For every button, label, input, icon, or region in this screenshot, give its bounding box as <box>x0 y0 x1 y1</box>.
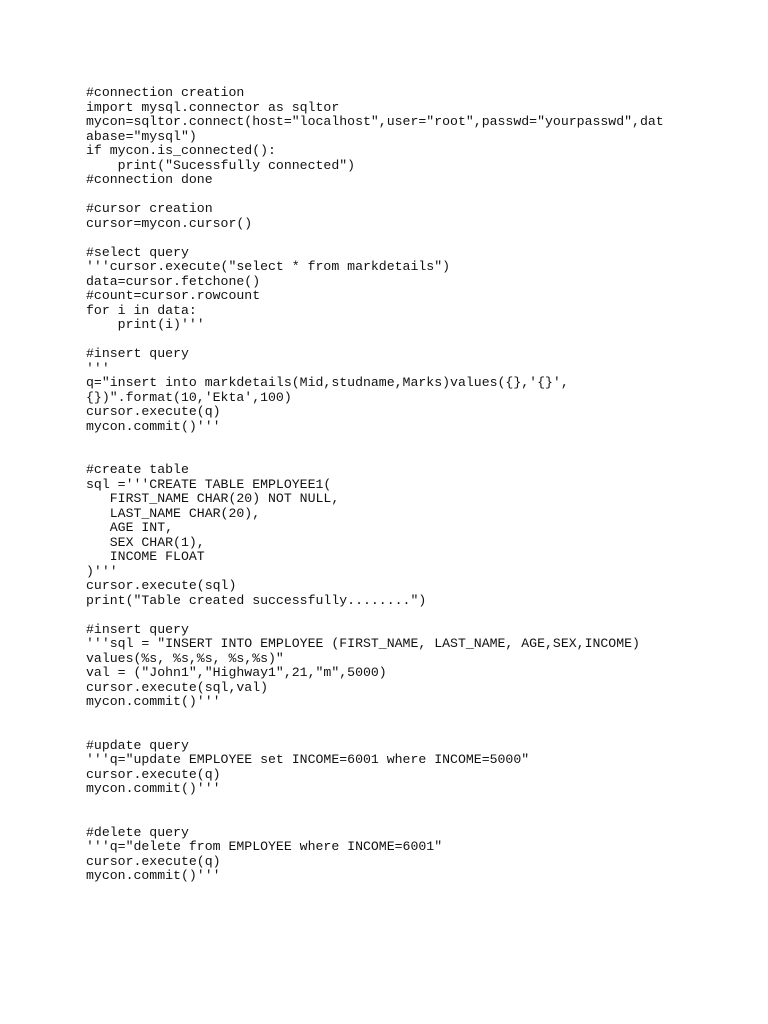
blank-line <box>86 710 746 725</box>
blank-line <box>86 811 746 826</box>
blank-line <box>86 434 746 449</box>
code-line: #cursor creation <box>86 201 213 216</box>
code-line: if mycon.is_connected(): <box>86 143 276 158</box>
blank-line <box>86 231 746 246</box>
blank-line <box>86 188 746 203</box>
code-block <box>86 86 746 884</box>
code-line: sql ='''CREATE TABLE EMPLOYEE1( <box>86 476 332 492</box>
code-line: print(i)''' <box>86 317 205 332</box>
code-line: cursor.execute(sql,val) <box>86 679 269 695</box>
code-line: data=cursor.fetchone() <box>86 273 261 289</box>
code-line: #create table <box>86 462 189 477</box>
code-line: FIRST_NAME CHAR(20) NOT NULL, <box>86 491 340 506</box>
blank-line <box>86 608 746 623</box>
code-line: AGE INT, <box>86 520 174 535</box>
code-line: #insert query <box>86 346 189 361</box>
blank-line <box>86 333 746 348</box>
code-line: '''sql = "INSERT INTO EMPLOYEE (FIRST_NAME, LAST_NAME, AGE,SEX,INCOME) <box>86 636 640 651</box>
code-line: abase="mysql") <box>86 128 197 144</box>
code-line: cursor.execute(q) <box>86 853 221 869</box>
code-line: #update query <box>86 737 189 753</box>
code-line: {})".format(10,'Ekta',100) <box>86 389 292 405</box>
blank-line <box>86 724 746 739</box>
code-line: #connection creation <box>86 85 245 100</box>
code-line: #delete query <box>86 824 189 840</box>
code-line: print("Table created successfully........") <box>86 592 427 608</box>
code-line: '''q="delete from EMPLOYEE where INCOME=6001" <box>86 839 443 854</box>
code-line: INCOME FLOAT <box>86 549 205 564</box>
code-line: mycon.commit()''' <box>86 781 221 796</box>
code-line: #count=cursor.rowcount <box>86 288 261 303</box>
code-line: #insert query <box>86 621 189 637</box>
code-line: values(%s, %s,%s, %s,%s)" <box>86 650 284 666</box>
code-line: LAST_NAME CHAR(20), <box>86 505 261 521</box>
code-line: #select query <box>86 244 189 260</box>
code-line: cursor=mycon.cursor() <box>86 215 253 231</box>
code-line: cursor.execute(q) <box>86 404 221 419</box>
code-line: cursor.execute(sql) <box>86 578 237 593</box>
code-line: mycon.commit()''' <box>86 868 221 883</box>
blank-line <box>86 797 746 812</box>
code-line: import mysql.connector as sqltor <box>86 99 340 115</box>
code-line: mycon.commit()''' <box>86 694 221 709</box>
code-line: SEX CHAR(1), <box>86 534 205 550</box>
code-line: #connection done <box>86 172 213 187</box>
code-line: print("Sucessfully connected") <box>86 157 356 173</box>
blank-line <box>86 449 746 464</box>
code-line: mycon.commit()''' <box>86 418 221 434</box>
code-line: cursor.execute(q) <box>86 766 221 782</box>
code-line: q="insert into markdetails(Mid,studname,Marks)values({},'{}', <box>86 375 569 390</box>
code-line: for i in data: <box>86 302 197 318</box>
code-line: '''cursor.execute("select * from markdetails") <box>86 259 451 274</box>
code-line: ''' <box>86 360 110 376</box>
code-line: mycon=sqltor.connect(host="localhost",user="root",passwd="yourpasswd",dat <box>86 114 664 129</box>
code-line: val = ("John1","Highway1",21,"m",5000) <box>86 665 387 680</box>
code-line: )''' <box>86 563 118 579</box>
code-line: '''q="update EMPLOYEE set INCOME=6001 where INCOME=5000" <box>86 752 530 767</box>
